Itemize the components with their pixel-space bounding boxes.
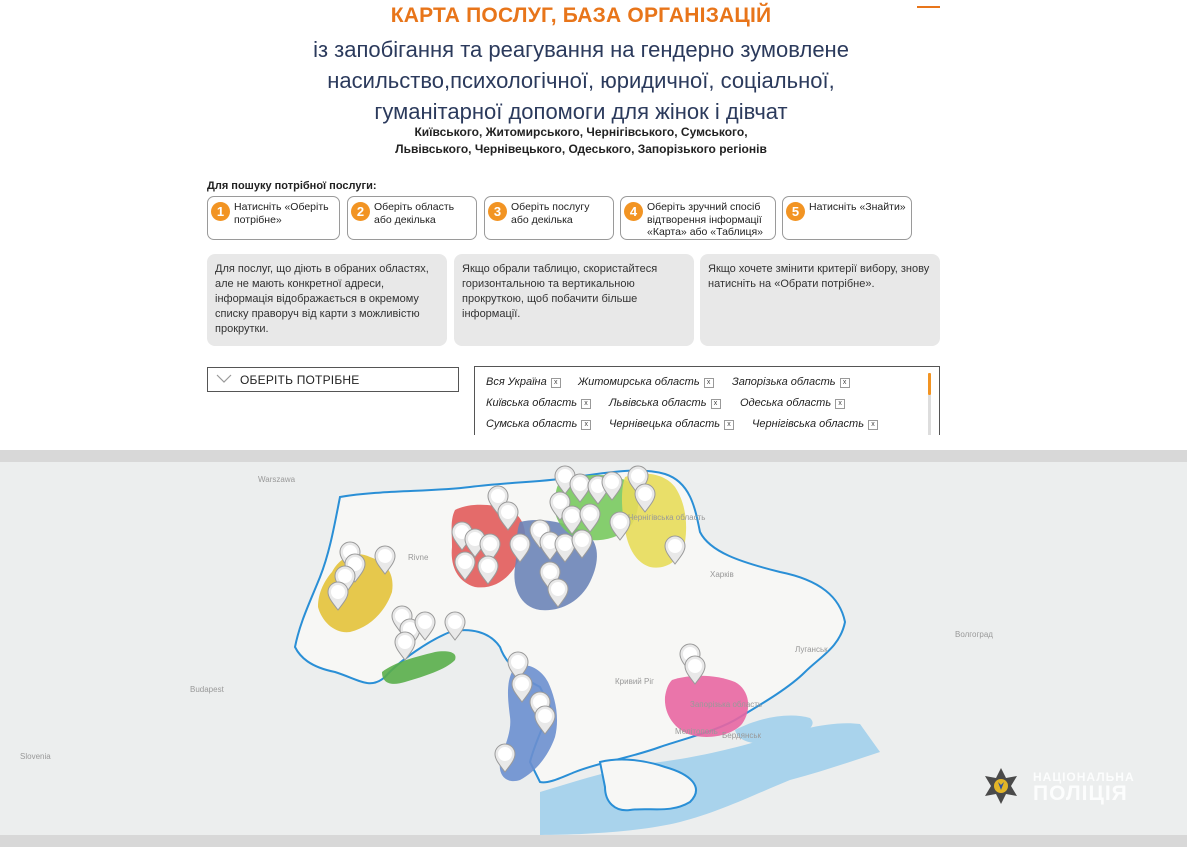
police-star-icon: [981, 766, 1021, 806]
tag-item: [486, 418, 591, 430]
tag-label: Чернігівська область: [752, 418, 864, 430]
choose-filter-label: ОБЕРІТЬ ПОТРІБНЕ: [240, 373, 360, 387]
subtitle-line: насильство,психологічної, юридичної, соціальної,: [327, 68, 835, 93]
step-text: Оберіть послугу або декілька: [511, 201, 590, 226]
tag-label: Запорізька область: [732, 376, 836, 388]
step-2: [347, 196, 477, 240]
tag-item: [740, 397, 845, 409]
selected-tags-list[interactable]: [474, 366, 940, 435]
tag-label: Чернівецька область: [609, 418, 721, 430]
step-4: [620, 196, 776, 240]
step-1: [207, 196, 340, 240]
step-5: [782, 196, 912, 240]
map-label-volgograd: Волгоград: [955, 630, 993, 639]
tag-label: Житомирська область: [578, 376, 700, 388]
step-3: [484, 196, 614, 240]
map-label-warszawa: Warszawa: [258, 475, 296, 484]
regions-line: Київського, Житомирського, Чернігівського, Сумського,: [414, 125, 748, 139]
step-number-badge: 5: [786, 202, 805, 221]
map-label-melitopol: Мелітополь: [675, 727, 718, 736]
map-label-berdiansk: Бердянськ: [722, 731, 762, 740]
subtitle-line: гуманітарної допомоги для жінок і дівчат: [374, 99, 788, 124]
tag-label: Львівська область: [609, 397, 707, 409]
map-label-kharkiv: Харків: [710, 570, 734, 579]
tag-item: [609, 418, 734, 430]
tag-label: Київська область: [486, 397, 578, 409]
tag-item: [609, 397, 721, 409]
map-label-budapest: Budapest: [190, 685, 224, 694]
tag-item: [578, 376, 714, 388]
info-note: Якщо обрали таблицю, скористайтеся горизонтальною та вертикальною прокруткою, щоб побачити більше інформації.: [454, 254, 694, 346]
tag-item: [752, 418, 878, 430]
step-text: Натисніть «Оберіть потрібне»: [234, 201, 329, 226]
map-label-zaporizka: Запорізька область: [690, 700, 763, 709]
scrollbar-thumb[interactable]: [928, 373, 931, 395]
tag-remove-button[interactable]: x: [551, 378, 561, 388]
info-note: Якщо хочете змінити критерії вибору, знову натисніть на «Обрати потрібне».: [700, 254, 940, 346]
map-label-chernihivska: Чернігівська область: [628, 513, 706, 522]
map-label-rivne: Rivne: [408, 553, 429, 562]
tag-remove-button[interactable]: x: [581, 399, 591, 409]
tag-remove-button[interactable]: x: [704, 378, 714, 388]
step-number-badge: 3: [488, 202, 507, 221]
tag-remove-button[interactable]: x: [711, 399, 721, 409]
tag-item: [486, 376, 561, 388]
police-watermark-line2: ПОЛІЦІЯ: [1033, 782, 1128, 805]
info-note: Для послуг, що діють в обраних областях, але не мають конкретної адреси, інформація відображається в окремому списку праворуч від карти з можливістю прокрутки.: [207, 254, 447, 346]
instructions-label: Для пошуку потрібної послуги:: [207, 180, 377, 192]
map-label-slovenia: Slovenia: [20, 752, 51, 761]
tag-label: Сумська область: [486, 418, 578, 430]
step-number-badge: 2: [351, 202, 370, 221]
regions-list: [0, 124, 1162, 158]
page-subtitle: [0, 34, 1162, 127]
step-number-badge: 1: [211, 202, 230, 221]
tag-remove-button[interactable]: x: [835, 399, 845, 409]
tag-remove-button[interactable]: x: [581, 420, 591, 430]
police-watermark-line1: НАЦІОНАЛЬНА: [1033, 770, 1135, 784]
tag-label: Одеська область: [740, 397, 832, 409]
scrollbar-track[interactable]: [928, 395, 931, 435]
tag-remove-button[interactable]: x: [840, 378, 850, 388]
step-text: Оберіть зручний спосіб відтворення інформації «Карта» або «Таблиця»: [647, 201, 763, 238]
map-label-kryvyi-rih: Кривий Ріг: [615, 677, 655, 686]
tag-remove-button[interactable]: x: [868, 420, 878, 430]
step-text: Оберіть область або декілька: [374, 201, 455, 226]
tag-item: [732, 376, 850, 388]
chevron-down-icon: [216, 372, 232, 384]
police-watermark: [981, 766, 1151, 806]
tag-remove-button[interactable]: x: [724, 420, 734, 430]
step-text: Натисніть «Знайти»: [809, 201, 906, 213]
choose-filter-button[interactable]: [207, 367, 459, 392]
tag-item: [486, 397, 591, 409]
map-label-luhansk: Луганськ: [795, 645, 828, 654]
step-number-badge: 4: [624, 202, 643, 221]
regions-line: Львівського, Чернівецького, Одеського, Запорізького регіонів: [395, 142, 767, 156]
subtitle-line: із запобігання та реагування на гендерно зумовлене: [313, 37, 849, 62]
tag-label: Вся Україна: [486, 376, 547, 388]
page-title: КАРТА ПОСЛУГ, БАЗА ОРГАНІЗАЦІЙ: [390, 4, 772, 27]
